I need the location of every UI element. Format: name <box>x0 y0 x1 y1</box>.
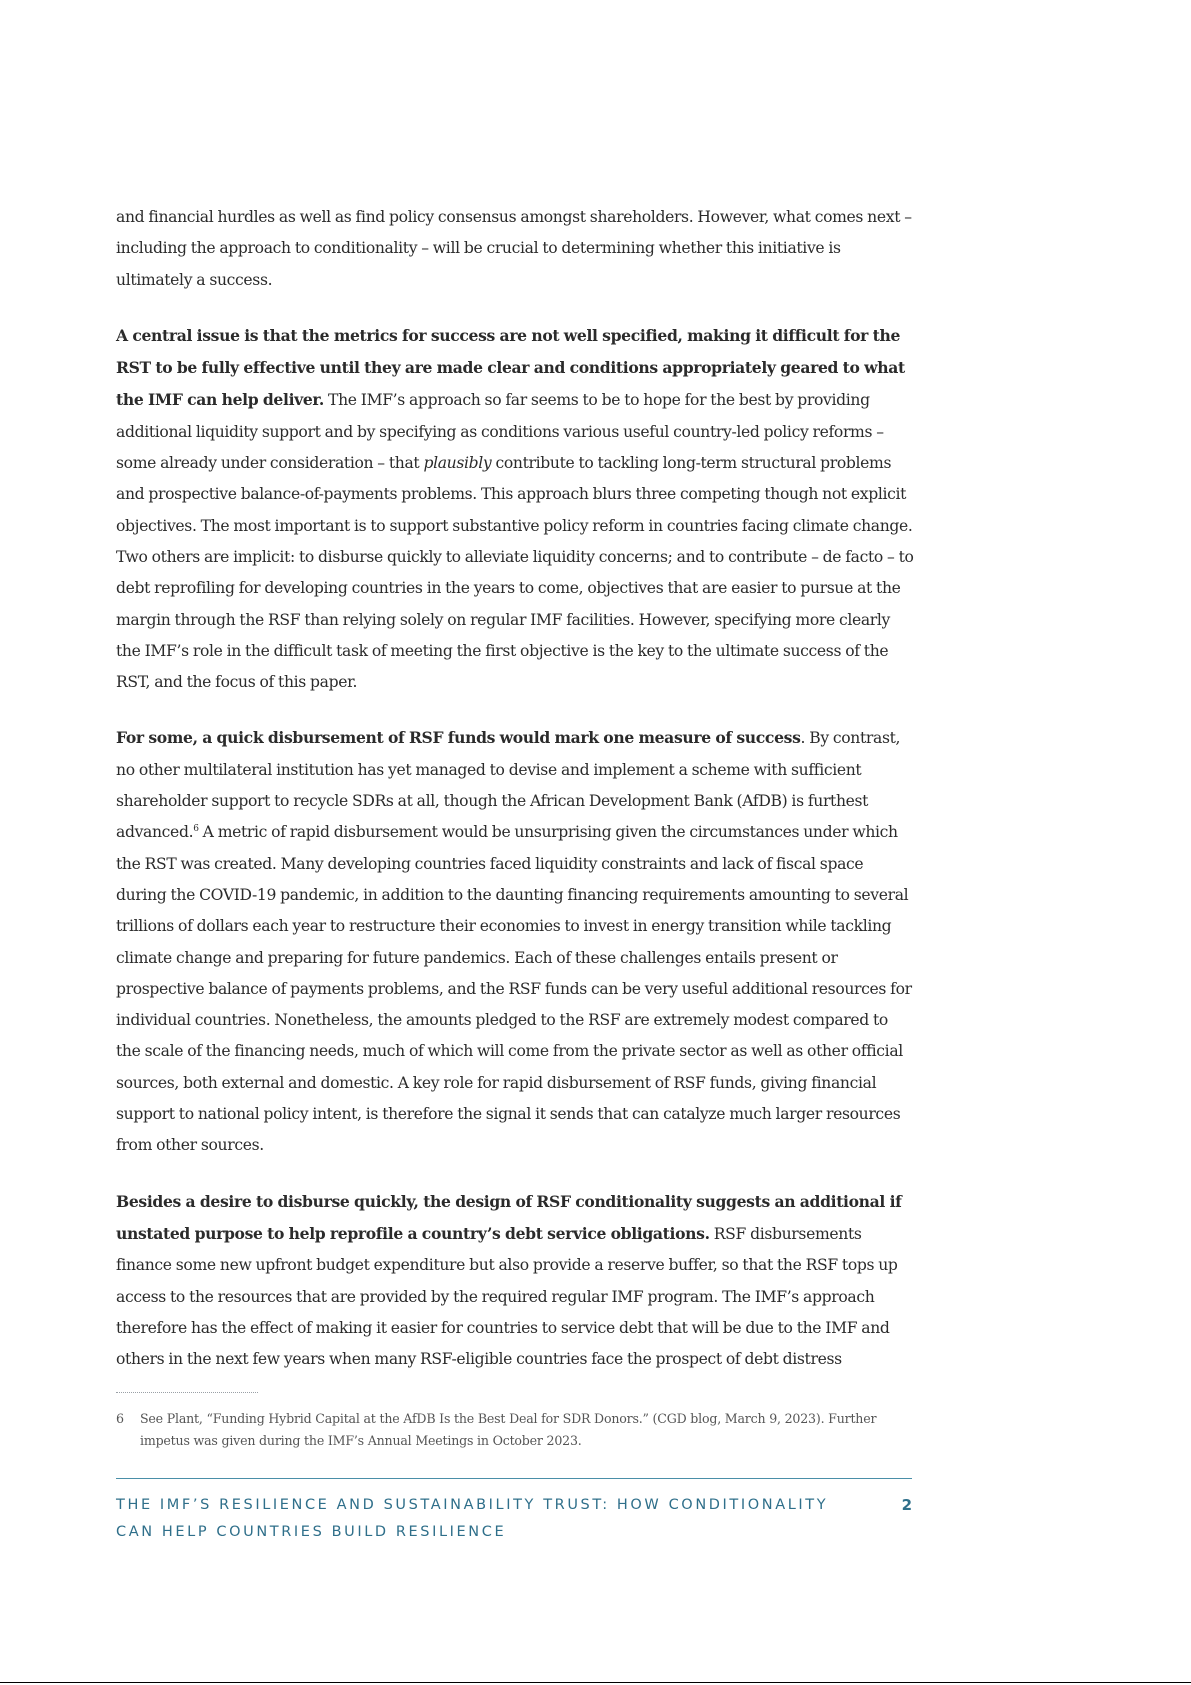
paragraph-4-lead: Besides a desire to disburse quickly, the design of RSF conditionality suggests an additional if unstated purpose to help reprofile a country’s debt service obligations. <box>116 1191 902 1243</box>
paragraph-2-italic: plausibly <box>423 454 492 473</box>
footnote <box>116 1408 916 1452</box>
paragraph-1-text: and financial hurdles as well as find policy consensus amongst shareholders. However, what comes next – including the approach to conditionality – will be crucial to determining whether this initiative is ultimately a success. <box>116 208 912 289</box>
paragraph-2-text-before: The IMF’s approach so far seems to be to hope for the best by providing additional liquidity support and by specifying as conditions various useful country-led policy reforms – some already under consideration – that <box>116 391 884 473</box>
paragraph-4-text: RSF disbursements finance some new upfront budget expenditure but also provide a reserve buffer, so that the RSF tops up access to the resources that are provided by the required regular IMF program. The IMF’s approach therefore has the effect of making it easier for countries to service debt that will be due to the IMF and others in the next few years when many RSF-eligible countries face the prospect of debt distress <box>116 1224 898 1369</box>
page-number: 2 <box>901 1496 912 1514</box>
paragraph-1 <box>116 202 916 296</box>
paragraph-3-lead: For some, a quick disbursement of RSF funds would mark one measure of success <box>116 728 801 748</box>
page-edge-line <box>0 1682 1191 1683</box>
footnote-divider <box>116 1392 258 1393</box>
footnote-number: 6 <box>116 1411 124 1426</box>
paragraph-2 <box>116 320 916 699</box>
footnote-reference[interactable]: 6 <box>193 824 199 835</box>
paragraph-4 <box>116 1186 916 1376</box>
paragraph-3-text-before: . By contrast, no other multilateral institution has yet managed to devise and implement a scheme with sufficient shareholder support to recycle SDRs at all, though the African Development Bank (AfDB) is furthest advanced. <box>116 729 901 842</box>
paragraph-2-text-after: contribute to tackling long-term structural problems and prospective balance-of-payments problems. This approach blurs three competing though not explicit objectives. The most important is to support substantive policy reform in countries facing climate change. Two others are implicit: to disburse quickly to alleviate liquidity concerns; and to contribute – de facto – to debt reprofiling for developing countries in the years to come, objectives that are easier to pursue at the margin through the RSF than relying solely on regular IMF facilities. However, specifying more clearly the IMF’s role in the difficult task of meeting the first objective is the key to the ultimate success of the RST, and the focus of this paper. <box>116 454 914 692</box>
footer-running-title: THE IMF’S RESILIENCE AND SUSTAINABILITY TRUST: HOW CONDITIONALITY CAN HELP COUNTRIES BUILD RESILIENCE <box>116 1497 829 1540</box>
paragraph-2-lead: A central issue is that the metrics for success are not well specified, making it difficult for the RST to be fully effective until they are made clear and conditions appropriately geared to what the IMF can help deliver. <box>116 325 905 410</box>
body-text <box>116 202 916 1399</box>
paragraph-3 <box>116 722 916 1161</box>
paragraph-3-text-after: A metric of rapid disbursement would be unsurprising given the circumstances under which the RST was created. Many developing countries faced liquidity constraints and lack of fiscal space during the COVID-19 pandemic, in addition to the daunting financing requirements amounting to several trillions of dollars each year to restructure their economies to invest in energy transition while tackling climate change and preparing for future pandemics. Each of these challenges entails present or prospective balance of payments problems, and the RSF funds can be very useful additional resources for individual countries. Nonetheless, the amounts pledged to the RSF are extremely modest compared to the scale of the financing needs, much of which will come from the private sector as well as other official sources, both external and domestic. A key role for rapid disbursement of RSF funds, giving financial support to national policy intent, is therefore the signal it sends that can catalyze much larger resources from other sources. <box>116 823 912 1155</box>
footer-divider <box>116 1478 912 1479</box>
footnote-text: See Plant, “Funding Hybrid Capital at the AfDB Is the Best Deal for SDR Donors.” (CGD blog, March 9, 2023). Further impetus was given during the IMF’s Annual Meetings in October 2023. <box>140 1411 877 1448</box>
